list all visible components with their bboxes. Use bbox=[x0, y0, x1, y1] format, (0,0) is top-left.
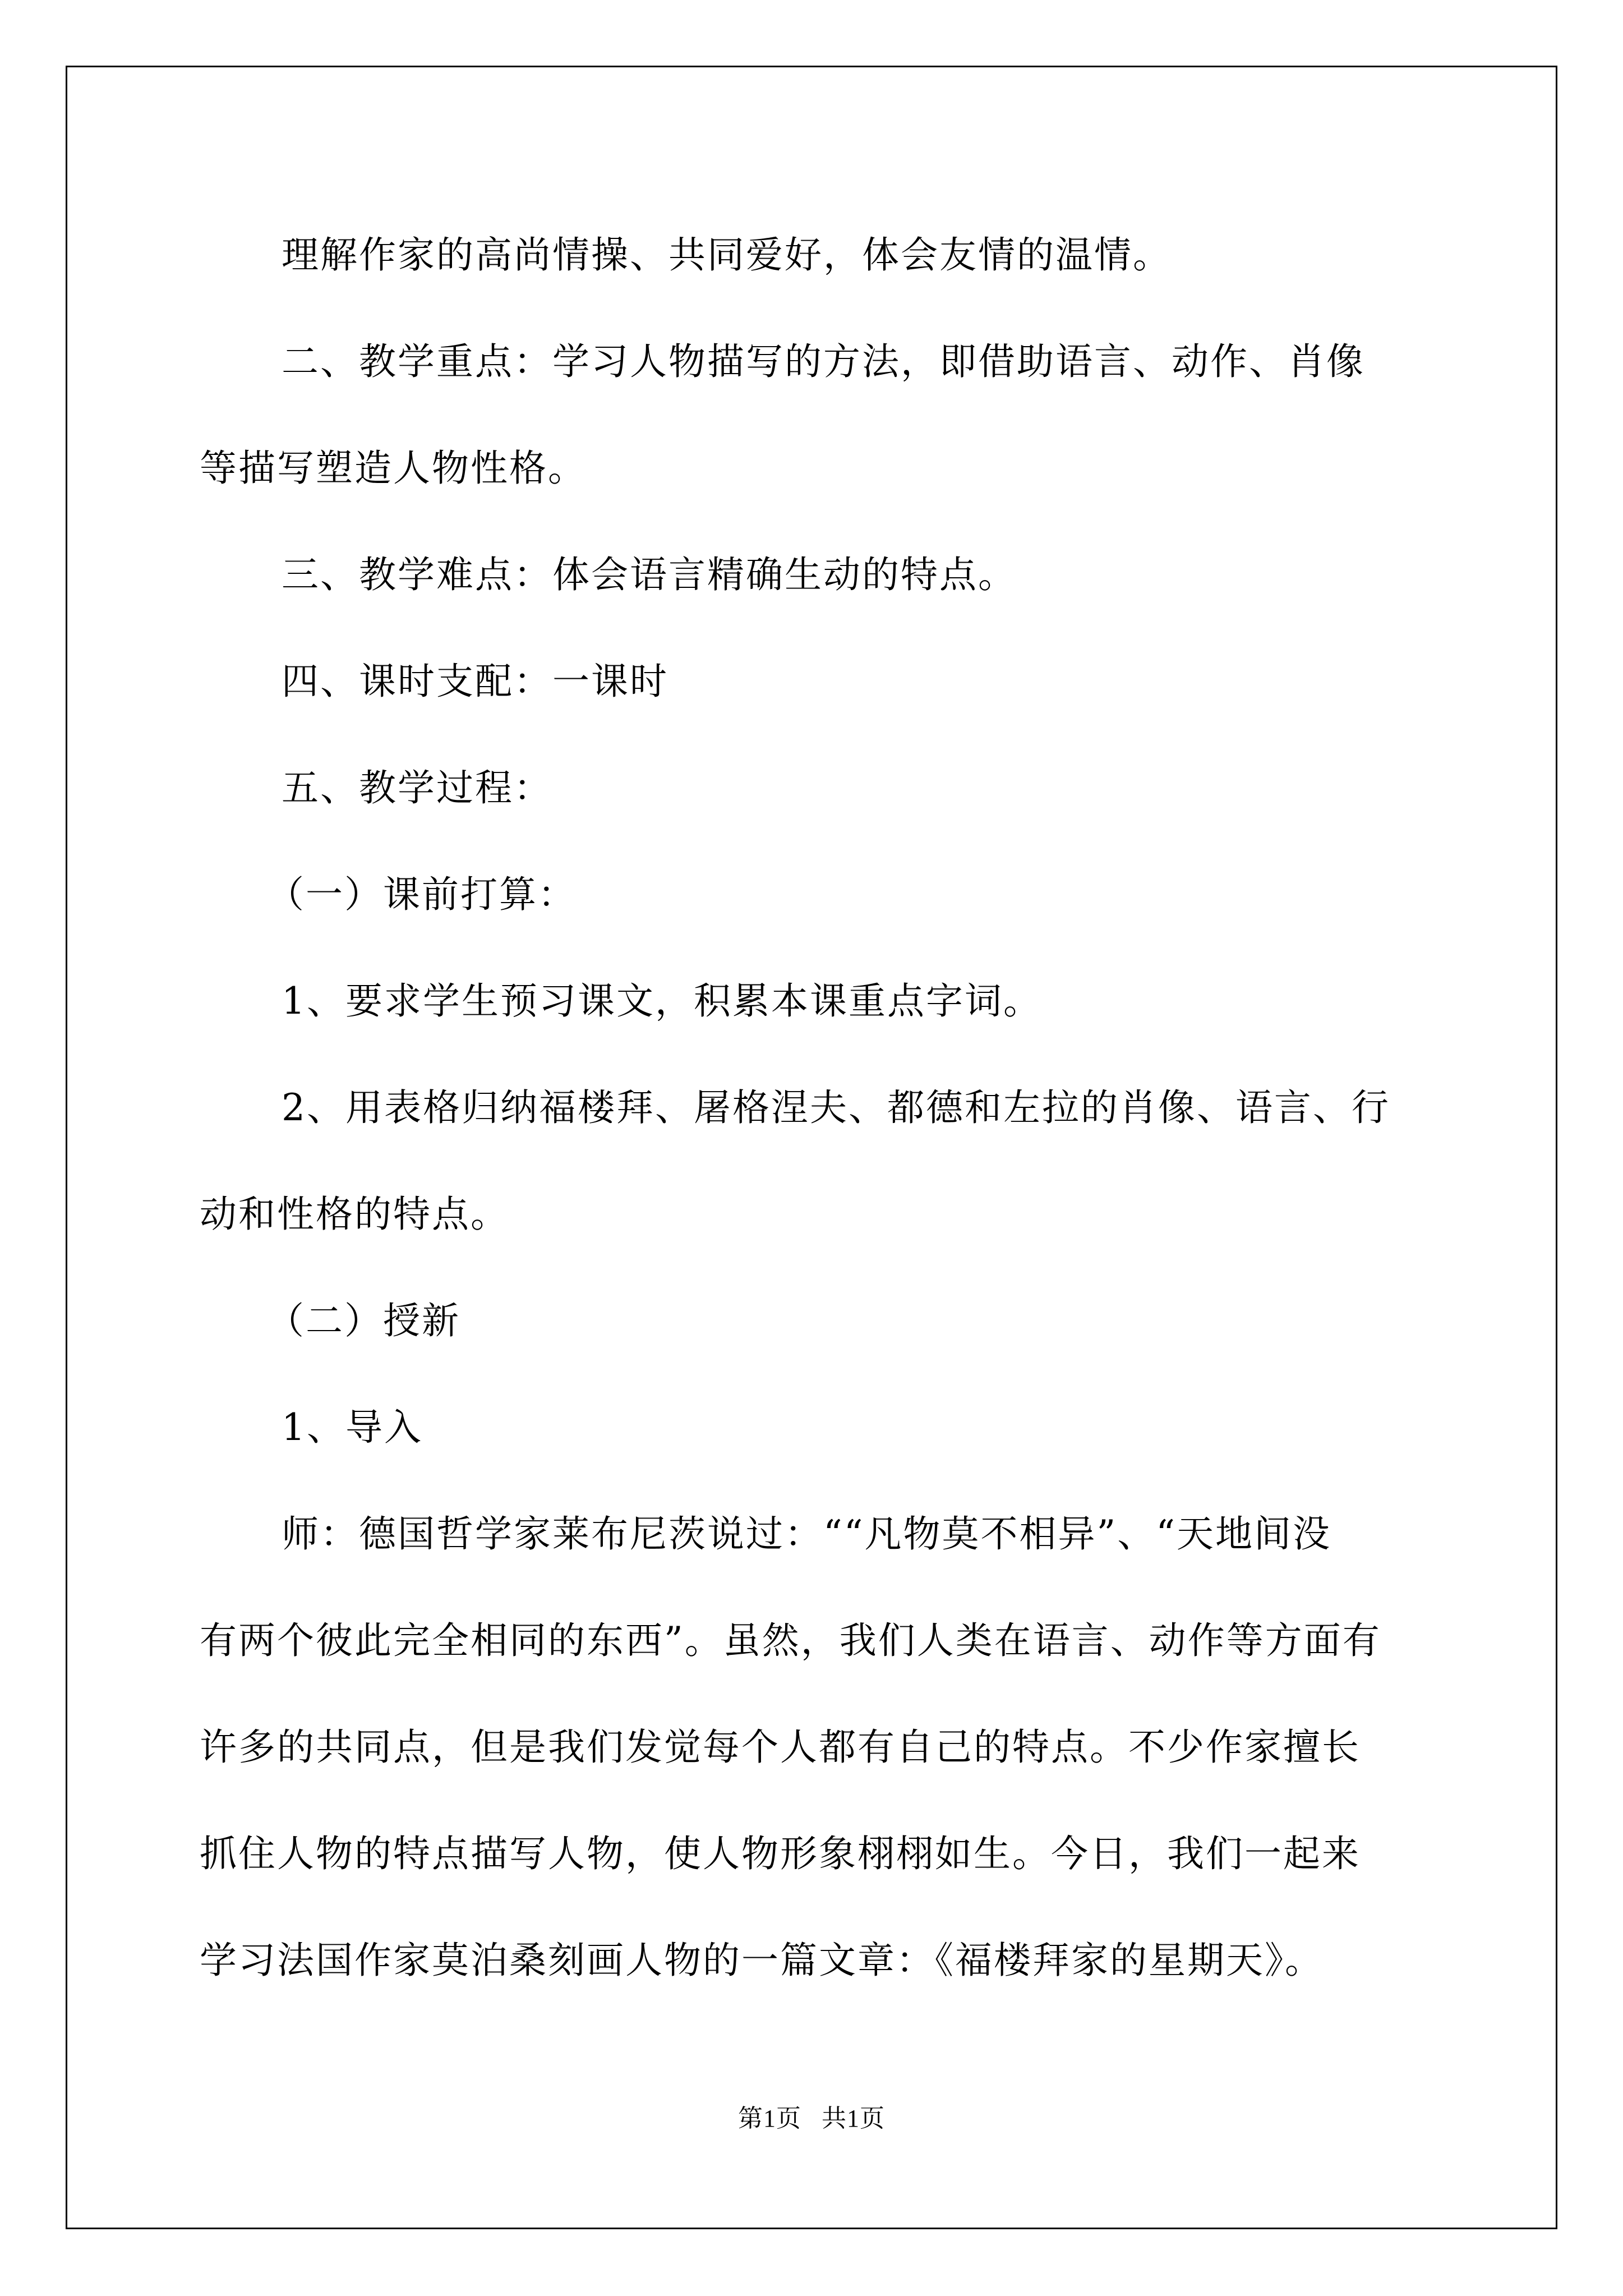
paragraph-lesson-time bbox=[200, 628, 1433, 735]
text-line: 理解作家的高尚情操、共同爱好，体会友情的温情。 bbox=[282, 233, 1172, 277]
text-line: 1、导入 bbox=[282, 1406, 423, 1449]
text-line: 三、教学难点：体会语言精确生动的特点。 bbox=[282, 553, 1017, 596]
paragraph-preparation-heading bbox=[200, 841, 1433, 948]
text-line: 1、要求学生预习课文，积累本课重点字词。 bbox=[282, 979, 1042, 1023]
paragraph-preview bbox=[200, 948, 1433, 1055]
text-line: 许多的共同点，但是我们发觉每个人都有自己的特点。不少作家擅长 bbox=[200, 1726, 1361, 1769]
text-line: （二）授新 bbox=[267, 1299, 460, 1342]
paragraph-table-summary bbox=[200, 1055, 1433, 1268]
paragraph-teaching-process bbox=[200, 735, 1433, 841]
paragraph-teacher-intro bbox=[200, 1481, 1433, 2014]
text-line: 2、用表格归纳福楼拜、屠格涅夫、都德和左拉的肖像、语言、行 bbox=[282, 1086, 1390, 1129]
text-line: （一）课前打算： bbox=[267, 873, 577, 916]
text-line: 学习法国作家莫泊桑刻画人物的一篇文章：《福楼拜家的星期天》。 bbox=[200, 1939, 1324, 1982]
text-line: 动和性格的特点。 bbox=[200, 1193, 509, 1236]
text-line: 等描写塑造人物性格。 bbox=[200, 447, 587, 490]
paragraph-teaching-difficulty bbox=[200, 522, 1433, 628]
text-line: 四、课时支配：一课时 bbox=[282, 660, 668, 703]
paragraph-teaching-focus bbox=[200, 309, 1433, 522]
page-number: 第1页 bbox=[738, 2105, 801, 2132]
text-line: 师：德国哲学家莱布尼茨说过：““凡物莫不相异”、“天地间没 bbox=[282, 1512, 1331, 1556]
page-footer bbox=[0, 2098, 1623, 2134]
paragraph-new-lesson-heading bbox=[200, 1268, 1433, 1374]
paragraph bbox=[200, 202, 1433, 309]
page-total: 共1页 bbox=[822, 2105, 885, 2132]
paragraph-introduction-heading bbox=[200, 1374, 1433, 1481]
text-line: 抓住人物的特点描写人物，使人物形象栩栩如生。今日，我们一起来 bbox=[200, 1832, 1361, 1875]
text-line: 有两个彼此完全相同的东西”。虽然，我们人类在语言、动作等方面有 bbox=[200, 1619, 1381, 1662]
text-line: 五、教学过程： bbox=[282, 766, 552, 809]
document-body bbox=[200, 202, 1433, 2014]
text-line: 二、教学重点：学习人物描写的方法，即借助语言、动作、肖像 bbox=[282, 340, 1365, 383]
